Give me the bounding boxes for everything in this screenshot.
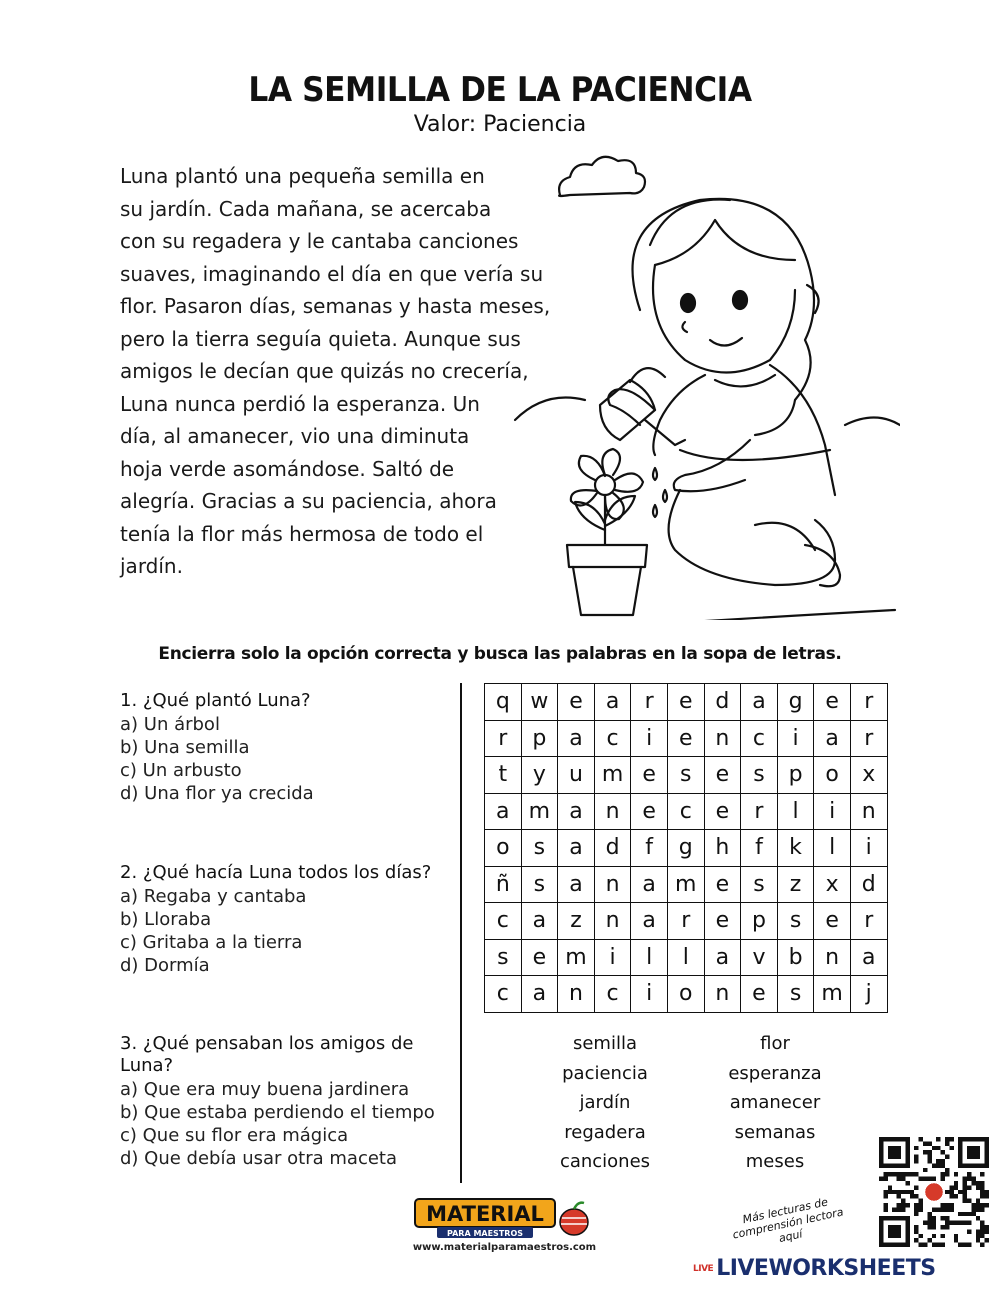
grid-cell[interactable]: r — [850, 684, 887, 721]
word-item: regadera — [564, 1121, 646, 1143]
grid-cell[interactable]: g — [667, 830, 704, 867]
story-line: jardín. — [120, 554, 183, 578]
story-line: flor. Pasaron días, semanas y hasta meses, — [120, 294, 551, 318]
grid-cell[interactable]: o — [814, 757, 851, 794]
story-line: Luna nunca perdió la esperanza. Un — [120, 391, 480, 416]
grid-cell[interactable]: l — [777, 793, 814, 830]
grid-cell[interactable]: e — [631, 757, 668, 794]
grid-row — [485, 830, 888, 867]
grid-cell[interactable]: c — [594, 720, 631, 757]
grid-cell[interactable]: ñ — [485, 866, 522, 903]
answer-option[interactable]: a) Regaba y cantaba — [120, 886, 307, 907]
grid-cell[interactable]: v — [741, 939, 778, 976]
grid-cell[interactable]: m — [667, 866, 704, 903]
question-3 — [120, 1033, 455, 1170]
grid-cell[interactable]: y — [521, 757, 558, 794]
page-title: LA SEMILLA DE LA PACIENCIA — [248, 70, 752, 110]
grid-cell[interactable]: m — [594, 757, 631, 794]
grid-cell[interactable]: n — [594, 903, 631, 940]
hair-outline — [633, 199, 815, 435]
answer-option[interactable]: b) Lloraba — [120, 909, 212, 930]
word-item: jardín — [579, 1092, 631, 1113]
grid-cell[interactable]: a — [558, 830, 595, 867]
grid-cell[interactable]: s — [777, 976, 814, 1013]
grid-cell[interactable]: i — [631, 976, 668, 1013]
grid-cell[interactable]: c — [594, 976, 631, 1013]
grid-row — [485, 793, 888, 830]
grid-cell[interactable]: f — [631, 830, 668, 867]
grid-cell[interactable]: d — [594, 830, 631, 867]
grid-row — [485, 939, 888, 976]
grid-cell[interactable]: t — [485, 757, 522, 794]
answer-option[interactable]: c) Un arbusto — [120, 760, 242, 781]
grid-cell[interactable]: e — [521, 939, 558, 976]
grid-cell[interactable]: s — [521, 830, 558, 867]
grid-row — [485, 757, 888, 794]
grid-cell[interactable]: s — [667, 757, 704, 794]
grid-cell[interactable]: w — [521, 684, 558, 721]
question-2 — [120, 862, 455, 977]
grid-cell[interactable]: n — [814, 939, 851, 976]
grid-cell[interactable]: s — [521, 866, 558, 903]
grid-cell[interactable]: a — [814, 720, 851, 757]
grid-cell[interactable]: f — [741, 830, 778, 867]
grid-cell[interactable]: i — [777, 720, 814, 757]
word-search-grid — [484, 683, 888, 1013]
grid-cell[interactable]: e — [704, 757, 741, 794]
grid-cell[interactable]: e — [667, 720, 704, 757]
liveworksheets-label: LIVEWORKSHEETS — [716, 1256, 936, 1281]
smile — [710, 338, 742, 346]
answer-option[interactable]: d) Una flor ya crecida — [120, 783, 314, 804]
grid-cell[interactable]: q — [485, 684, 522, 721]
grid-cell[interactable]: r — [850, 720, 887, 757]
grid-cell[interactable]: u — [558, 757, 595, 794]
story-line: alegría. Gracias a su paciencia, ahora — [120, 489, 497, 513]
grid-cell[interactable]: l — [814, 830, 851, 867]
grid-cell[interactable]: i — [814, 793, 851, 830]
answer-option[interactable]: d) Dormía — [120, 955, 210, 976]
grid-cell[interactable]: p — [521, 720, 558, 757]
story-line: suaves, imaginando el día en que vería su — [120, 261, 544, 286]
grid-cell[interactable]: e — [704, 866, 741, 903]
grid-cell[interactable]: x — [814, 866, 851, 903]
grid-cell[interactable]: b — [777, 939, 814, 976]
grid-cell[interactable]: s — [741, 866, 778, 903]
column-divider — [460, 683, 462, 1183]
grid-cell[interactable]: d — [704, 684, 741, 721]
word-item: canciones — [559, 1151, 651, 1172]
grid-cell[interactable]: a — [485, 793, 522, 830]
question-text: 2. ¿Qué hacía Luna todos los días? — [120, 862, 432, 883]
grid-cell[interactable]: a — [704, 939, 741, 976]
qr-code[interactable] — [879, 1137, 989, 1247]
story-line: con su regadera y le cantaba canciones — [120, 229, 519, 253]
word-item: semanas — [734, 1121, 816, 1143]
answer-option[interactable]: a) Que era muy buena jardinera — [120, 1079, 410, 1100]
grid-row — [485, 684, 888, 721]
grid-cell[interactable]: n — [558, 976, 595, 1013]
apple-icon — [560, 1203, 588, 1235]
grid-cell[interactable]: z — [558, 903, 595, 940]
grid-cell[interactable]: i — [631, 720, 668, 757]
grid-cell[interactable]: p — [777, 757, 814, 794]
grid-cell[interactable]: i — [850, 830, 887, 867]
grid-cell[interactable]: c — [667, 793, 704, 830]
answer-option[interactable]: d) Que debía usar otra maceta — [120, 1148, 398, 1169]
grid-cell[interactable]: n — [594, 793, 631, 830]
story-line: pero la tierra seguía quieta. Aunque sus — [120, 326, 521, 351]
story-line: tenía la flor más hermosa de todo el — [120, 521, 484, 546]
grid-cell[interactable]: s — [777, 903, 814, 940]
grid-cell[interactable]: r — [667, 903, 704, 940]
grid-cell[interactable]: p — [741, 903, 778, 940]
grid-cell[interactable]: c — [485, 976, 522, 1013]
logo-main-text: MATERIAL — [426, 1202, 544, 1226]
grid-cell[interactable]: s — [741, 757, 778, 794]
grid-cell[interactable]: n — [594, 866, 631, 903]
liveworksheets-prefix: LIVE — [693, 1264, 714, 1274]
grid-cell[interactable]: k — [777, 830, 814, 867]
grid-cell[interactable]: n — [704, 976, 741, 1013]
answer-option[interactable]: a) Un árbol — [120, 714, 220, 735]
grid-cell[interactable]: c — [485, 903, 522, 940]
grid-cell[interactable]: e — [814, 903, 851, 940]
word-list-left — [535, 1029, 675, 1177]
more-readings-text: Más lecturas de comprensión lectora aquí — [731, 1195, 845, 1246]
grid-cell[interactable]: l — [631, 939, 668, 976]
flower-center — [595, 475, 615, 495]
liveworksheets-badge[interactable] — [693, 1256, 936, 1281]
grid-cell[interactable]: r — [741, 793, 778, 830]
grid-cell[interactable]: a — [558, 866, 595, 903]
grid-cell[interactable]: e — [631, 793, 668, 830]
grid-cell[interactable]: m — [558, 939, 595, 976]
word-item: paciencia — [562, 1062, 648, 1084]
grid-cell[interactable]: o — [485, 830, 522, 867]
question-1 — [120, 690, 455, 805]
cloud-icon — [559, 157, 645, 196]
grid-cell[interactable]: a — [521, 903, 558, 940]
grid-cell[interactable]: i — [594, 939, 631, 976]
answer-option[interactable]: b) Que estaba perdiendo el tiempo — [120, 1102, 435, 1123]
grid-cell[interactable]: e — [558, 684, 595, 721]
grid-cell[interactable]: x — [850, 757, 887, 794]
grid-cell[interactable]: r — [631, 684, 668, 721]
grid-cell[interactable]: m — [521, 793, 558, 830]
grid-cell[interactable]: r — [485, 720, 522, 757]
grid-cell[interactable]: e — [814, 684, 851, 721]
page-subtitle: Valor: Paciencia — [413, 112, 587, 137]
grid-cell[interactable]: m — [814, 976, 851, 1013]
grid-cell[interactable]: d — [850, 866, 887, 903]
instruction-text: Encierra solo la opción correcta y busca las palabras en la sopa de letras. — [158, 644, 842, 664]
grid-cell[interactable]: e — [741, 976, 778, 1013]
logo-url[interactable]: www.materialparamaestros.com — [412, 1242, 597, 1253]
grid-row — [485, 903, 888, 940]
left-eye — [681, 294, 695, 312]
grid-cell[interactable]: e — [667, 684, 704, 721]
grid-cell[interactable]: h — [704, 830, 741, 867]
question-text: 1. ¿Qué plantó Luna? — [120, 690, 311, 711]
grid-cell[interactable]: a — [631, 866, 668, 903]
grid-cell[interactable]: a — [850, 939, 887, 976]
word-item: amanecer — [729, 1092, 821, 1113]
grid-cell[interactable]: a — [558, 720, 595, 757]
word-list-right — [705, 1029, 845, 1177]
grid-row — [485, 976, 888, 1013]
word-item: semilla — [572, 1033, 638, 1054]
flower-pot-icon — [567, 545, 647, 567]
grid-cell[interactable]: l — [667, 939, 704, 976]
answer-option[interactable]: b) Una semilla — [120, 737, 250, 758]
answer-option[interactable]: c) Que su flor era mágica — [120, 1125, 349, 1146]
story-line: su jardín. Cada mañana, se acercaba — [120, 196, 492, 221]
girl-watering-flower-illustration — [505, 150, 900, 620]
answer-option[interactable]: c) Gritaba a la tierra — [120, 932, 303, 953]
grid-cell[interactable]: e — [704, 793, 741, 830]
grid-row — [485, 720, 888, 757]
logo-sub-text: PARA MAESTROS — [446, 1229, 524, 1238]
grid-cell[interactable]: a — [594, 684, 631, 721]
grid-cell[interactable]: r — [850, 903, 887, 940]
grid-cell[interactable]: a — [558, 793, 595, 830]
grid-cell[interactable]: a — [741, 684, 778, 721]
watering-can-icon — [600, 380, 655, 440]
grid-row — [485, 866, 888, 903]
word-item: meses — [745, 1151, 805, 1172]
right-eye — [733, 291, 747, 309]
grid-cell[interactable]: s — [485, 939, 522, 976]
grid-cell[interactable]: c — [741, 720, 778, 757]
story-line: amigos le decían que quizás no crecería, — [120, 359, 529, 383]
grid-cell[interactable]: a — [631, 903, 668, 940]
grid-cell[interactable]: n — [850, 793, 887, 830]
question-text: 3. ¿Qué pensaban los amigos de Luna? — [120, 1033, 414, 1076]
story-line: hoja verde asomándose. Saltó de — [120, 456, 455, 481]
grid-cell[interactable]: e — [704, 903, 741, 940]
story-line: Luna plantó una pequeña semilla en — [120, 164, 485, 188]
grid-cell[interactable]: o — [667, 976, 704, 1013]
grid-cell[interactable]: n — [704, 720, 741, 757]
word-item: flor — [760, 1033, 790, 1054]
grid-cell[interactable]: z — [777, 866, 814, 903]
word-item: esperanza — [728, 1062, 822, 1084]
grid-cell[interactable]: j — [850, 976, 887, 1013]
story-line: día, al amanecer, vio una diminuta — [120, 424, 470, 448]
grid-cell[interactable]: g — [777, 684, 814, 721]
grid-cell[interactable]: a — [521, 976, 558, 1013]
face-outline — [653, 265, 795, 373]
